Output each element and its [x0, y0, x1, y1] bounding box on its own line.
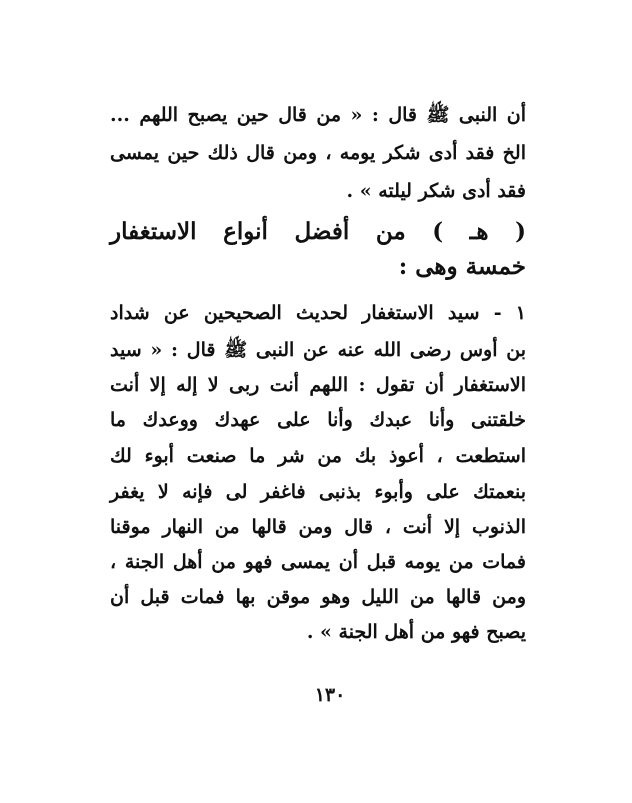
paragraph-1-line-2: الخ فقد أدى شكر يومه ، ومن قال ذلك حين يمسى — [110, 142, 526, 164]
paragraph-2-line-7: الذنوب إلا أنت ، قال ومن قالها من النهار موقنا — [110, 516, 526, 538]
paragraph-2-line-1: ١ - سيد الاستغفار لحديث الصحيحين عن شداد — [110, 302, 526, 324]
paragraph-2-line-6: بنعمتك على وأبوء بذنبى فاغفر لى فإنه لا يغفر — [110, 481, 526, 503]
section-heading: ( هـ ) من أفضل أنواع الاستغفار — [110, 218, 526, 245]
page-number: ١٣٠ — [314, 684, 346, 706]
paragraph-2-line-3: الاستغفار أن تقول : اللهم أنت ربى لا إله إلا أنت — [110, 374, 526, 396]
paragraph-2-line-5: استطعت ، أعوذ بك من شر ما صنعت أبوء لك — [110, 445, 526, 467]
paragraph-1-line-3: فقد أدى شكر ليلته » . — [346, 180, 526, 202]
paragraph-2-line-2: بن أوس رضى الله عنه عن النبى ﷺ قال : « سيد — [110, 339, 526, 361]
paragraph-2-line-4: خلقتنى وأنا عبدك وأنا على عهدك ووعدك ما — [110, 409, 526, 431]
paragraph-1-line-1: أن النبى ﷺ قال : « من قال حين يصبح اللهم ... — [110, 104, 526, 126]
paragraph-2-line-10: يصبح فهو من أهل الجنة » . — [306, 621, 526, 643]
section-heading-subline: خمسة وهى : — [398, 253, 526, 280]
paragraph-2-line-8: فمات من يومه قبل أن يمسى فهو من أهل الجنة ، — [110, 551, 526, 573]
paragraph-2-line-9: ومن قالها من الليل وهو موقن بها فمات قبل أن — [110, 586, 526, 608]
